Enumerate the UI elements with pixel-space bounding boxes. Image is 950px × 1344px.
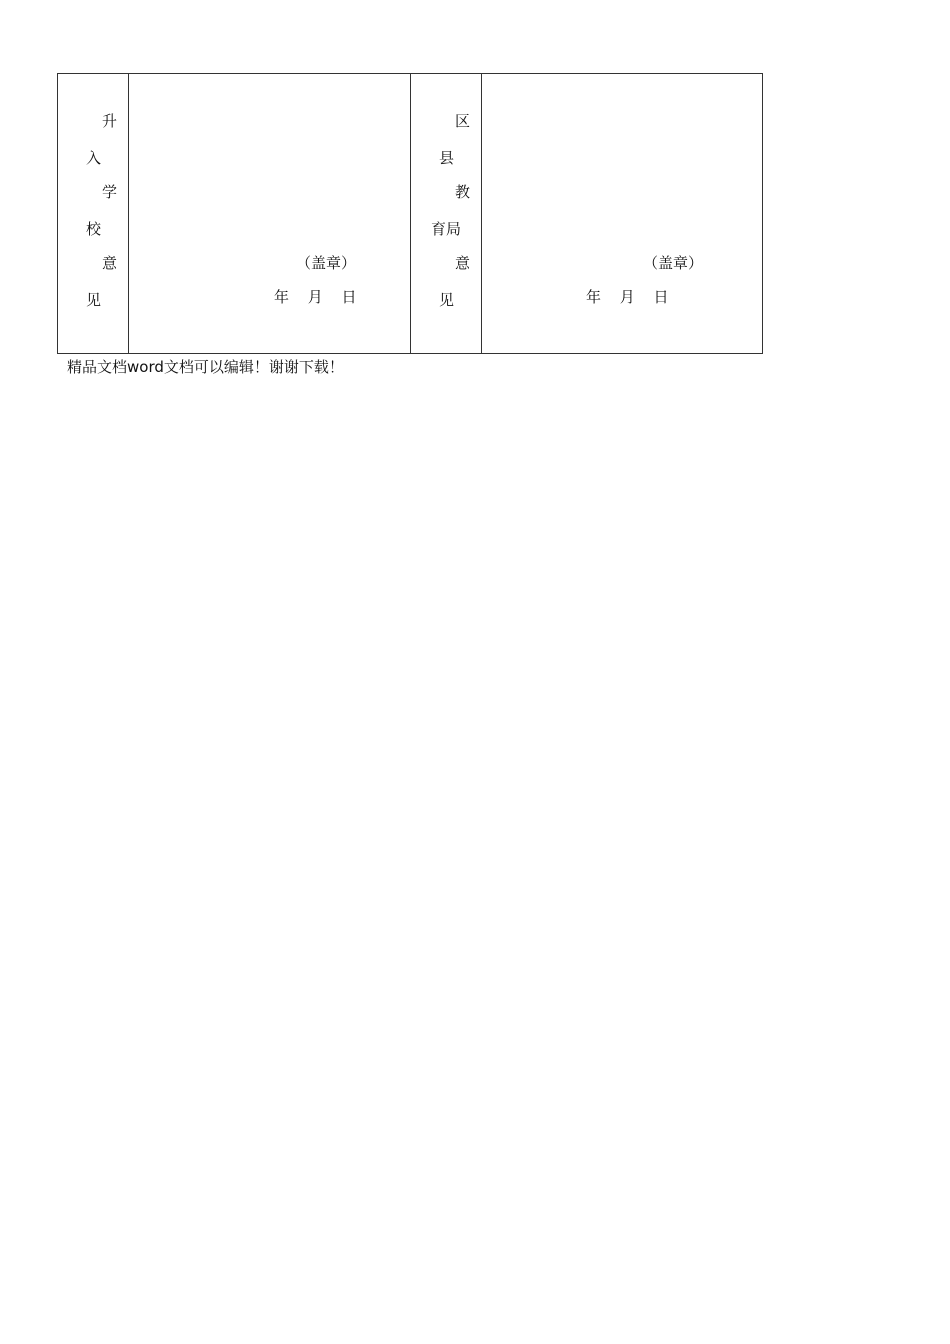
school-label-char: 校 (86, 220, 102, 238)
county-label-char: 教 (455, 183, 471, 201)
county-date-text: 年 月 日 (586, 288, 669, 306)
school-opinion-label-cell (58, 74, 129, 353)
county-label-char: 见 (439, 291, 455, 309)
county-bureau-body-cell (482, 74, 763, 353)
county-label-char: 育局 (431, 220, 462, 238)
school-label-char: 入 (86, 149, 102, 167)
school-label-char: 意 (102, 254, 118, 272)
county-label-char: 县 (439, 149, 455, 167)
school-label-char: 学 (102, 183, 118, 201)
school-seal-text: （盖章） (296, 254, 357, 272)
opinion-form-table (57, 73, 763, 354)
school-opinion-body-cell (129, 74, 411, 353)
county-bureau-label-cell (411, 74, 482, 353)
footer-note: 精品文档word文档可以编辑！谢谢下载！ (67, 358, 344, 376)
school-label-char: 见 (86, 291, 102, 309)
county-seal-text: （盖章） (643, 254, 704, 272)
school-label-char: 升 (102, 112, 118, 130)
school-date-text: 年 月 日 (274, 288, 357, 306)
county-label-char: 区 (455, 112, 471, 130)
county-label-char: 意 (455, 254, 471, 272)
